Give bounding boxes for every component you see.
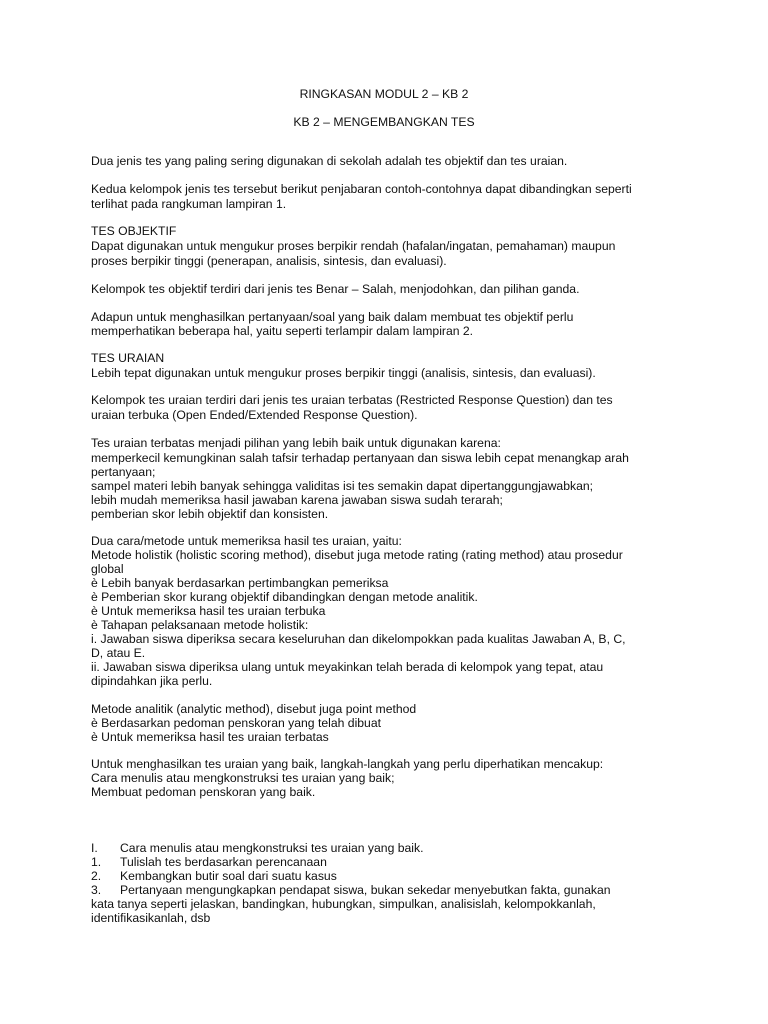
list-item: Pertanyaan mengungkapkan pendapat siswa, bukan sekedar menyebutkan fakta, gunakan bbox=[120, 883, 611, 897]
text-line: Adapun untuk menghasilkan pertanyaan/soal yang baik dalam membuat tes objektif perlu bbox=[91, 310, 574, 324]
bullet-line: è Untuk memeriksa hasil tes uraian terbuka bbox=[91, 604, 326, 618]
bullet-line: è Lebih banyak berdasarkan pertimbangkan pemeriksa bbox=[91, 576, 389, 590]
text-line: memperhatikan beberapa hal, yaitu seperti terlampir dalam lampiran 2. bbox=[91, 324, 474, 338]
text-line: Kelompok tes objektif terdiri dari jenis tes Benar – Salah, menjodohkan, dan pilihan ganda. bbox=[91, 282, 580, 296]
text-line: Kelompok tes uraian terdiri dari jenis tes uraian terbatas (Restricted Response Question) dan tes bbox=[91, 393, 613, 407]
bullet-line: è Pemberian skor kurang objektif dibandingkan dengan metode analitik. bbox=[91, 590, 478, 604]
text-line: pertanyaan; bbox=[91, 465, 156, 479]
list-item: Cara menulis atau mengkonstruksi tes uraian yang baik. bbox=[120, 841, 424, 855]
text-line: Dua jenis tes yang paling sering digunakan di sekolah adalah tes objektif dan tes uraian. bbox=[91, 154, 568, 168]
bullet-line: è Berdasarkan pedoman penskoran yang telah dibuat bbox=[91, 716, 381, 730]
page-title: RINGKASAN MODUL 2 – KB 2 bbox=[299, 87, 469, 101]
text-line: Dapat digunakan untuk mengukur proses berpikir rendah (hafalan/ingatan, pemahaman) maupun bbox=[91, 239, 616, 253]
text-line: sampel materi lebih banyak sehingga validitas isi tes semakin dapat dipertanggungjawabkan; bbox=[91, 479, 594, 493]
section-heading: TES OBJEKTIF bbox=[91, 224, 177, 238]
text-line: i. Jawaban siswa diperiksa secara keseluruhan dan dikelompokkan pada kualitas Jawaban A, B, C, bbox=[91, 632, 626, 646]
list-item: Tulislah tes berdasarkan perencanaan bbox=[120, 855, 327, 869]
text-line: identifikasikanlah, dsb bbox=[91, 911, 211, 925]
text-line: terlihat pada rangkuman lampiran 1. bbox=[91, 197, 287, 211]
text-line: Lebih tepat digunakan untuk mengukur proses berpikir tinggi (analisis, sintesis, dan evaluasi). bbox=[91, 366, 596, 380]
text-line: Tes uraian terbatas menjadi pilihan yang lebih baik untuk digunakan karena: bbox=[91, 436, 501, 450]
section-heading: TES URAIAN bbox=[91, 351, 165, 365]
bullet-line: è Untuk memeriksa hasil tes uraian terbatas bbox=[91, 730, 329, 744]
text-line: pemberian skor lebih objektif dan konsisten. bbox=[91, 507, 329, 521]
text-line: Metode analitik (analytic method), disebut juga point method bbox=[91, 702, 417, 716]
text-line: Dua cara/metode untuk memeriksa hasil tes uraian, yaitu: bbox=[91, 534, 402, 548]
text-line: memperkecil kemungkinan salah tafsir terhadap pertanyaan dan siswa lebih cepat menangkap arah bbox=[91, 451, 629, 465]
bullet-line: è Tahapan pelaksanaan metode holistik: bbox=[91, 618, 309, 632]
text-line: Cara menulis atau mengkonstruksi tes uraian yang baik; bbox=[91, 771, 395, 785]
list-number: 3. bbox=[91, 883, 102, 897]
text-line: global bbox=[91, 562, 124, 576]
text-line: kata tanya seperti jelaskan, bandingkan, hubungkan, simpulkan, analisislah, kelompokkanlah, bbox=[91, 897, 596, 911]
text-line: Untuk menghasilkan tes uraian yang baik, langkah-langkah yang perlu diperhatikan mencakup: bbox=[91, 757, 604, 771]
text-line: Kedua kelompok jenis tes tersebut berikut penjabaran contoh-contohnya dapat dibandingkan seperti bbox=[91, 182, 632, 196]
list-number: 1. bbox=[91, 855, 102, 869]
text-line: Metode holistik (holistic scoring method), disebut juga metode rating (rating method) atau prosedur bbox=[91, 548, 623, 562]
text-line: Membuat pedoman penskoran yang baik. bbox=[91, 785, 316, 799]
text-line: proses berpikir tinggi (penerapan, analisis, sintesis, dan evaluasi). bbox=[91, 254, 447, 268]
text-line: lebih mudah memeriksa hasil jawaban karena jawaban siswa sudah terarah; bbox=[91, 493, 503, 507]
page-subtitle: KB 2 – MENGEMBANGKAN TES bbox=[293, 115, 475, 129]
list-item: Kembangkan butir soal dari suatu kasus bbox=[120, 869, 337, 883]
text-line: ii. Jawaban siswa diperiksa ulang untuk meyakinkan telah berada di kelompok yang tepat, atau bbox=[91, 660, 604, 674]
text-line: dipindahkan jika perlu. bbox=[91, 674, 213, 688]
text-line: uraian terbuka (Open Ended/Extended Response Question). bbox=[91, 408, 418, 422]
list-number: I. bbox=[91, 841, 98, 855]
text-line: D, atau E. bbox=[91, 646, 146, 660]
list-number: 2. bbox=[91, 869, 102, 883]
